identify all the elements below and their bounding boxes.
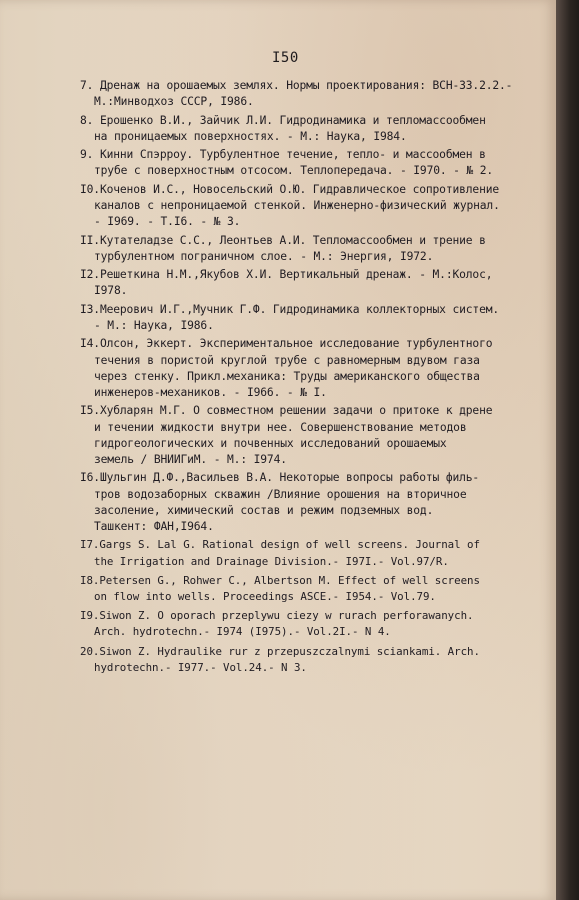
reference-item bbox=[80, 573, 540, 605]
reference-line: 20.Siwon Z. Hydraulike rur z przepuszczalnymi sciankami. Arch. bbox=[80, 644, 480, 658]
reference-item bbox=[80, 113, 540, 145]
reference-line: засоление, химический состав и режим подземных вод. bbox=[94, 503, 434, 517]
reference-line: I4.Олсон, Эккерт. Экспериментальное исследование турбулентного bbox=[80, 337, 493, 351]
reference-line: на проницаемых поверхностях. - М.: Наука, I984. bbox=[94, 129, 407, 143]
reference-item bbox=[80, 336, 540, 401]
reference-line: the Irrigation and Drainage Division.- I97I.- Vol.97/R. bbox=[94, 554, 449, 568]
reference-line: трубе с поверхностным отсосом. Теплопередача. - I970. - № 2. bbox=[94, 164, 494, 178]
reference-item bbox=[80, 147, 540, 179]
reference-line: I6.Шульгин Д.Ф.,Васильев В.А. Некоторые вопросы работы филь- bbox=[80, 471, 480, 485]
reference-line: - М.: Наука, I986. bbox=[94, 318, 214, 332]
reference-line: каналов с непроницаемой стенкой. Инженерно-физический журнал. bbox=[94, 198, 500, 212]
reference-line: I2.Решеткина Н.М.,Якубов Х.И. Вертикальный дренаж. - М.:Колос, bbox=[80, 268, 493, 282]
reference-line: турбулентном пограничном слое. - М.: Энергия, I972. bbox=[94, 249, 434, 263]
reference-line: течения в пористой круглой трубе с равномерным вдувом газа bbox=[94, 353, 480, 367]
reference-item bbox=[80, 267, 540, 299]
reference-item bbox=[80, 470, 540, 535]
reference-line: I5.Хубларян М.Г. О совместном решении задачи о притоке к дрене bbox=[80, 404, 493, 418]
reference-line: I0.Коченов И.С., Новосельский О.Ю. Гидравлическое сопротивление bbox=[80, 182, 500, 196]
reference-item bbox=[80, 403, 540, 468]
reference-line: земель / ВНИИГиМ. - М.: I974. bbox=[94, 452, 287, 466]
reference-item bbox=[80, 78, 540, 110]
reference-item bbox=[80, 537, 540, 569]
reference-line: - I969. - Т.I6. - № 3. bbox=[94, 215, 241, 229]
page-number: I50 bbox=[272, 50, 299, 66]
reference-line: I9.Siwon Z. O oporach przeplywu ciezy w rurach perforawanych. bbox=[80, 609, 474, 623]
reference-line: через стенку. Прикл.механика: Труды американского общества bbox=[94, 369, 480, 383]
reference-line: 7. Дренаж на орошаемых землях. Нормы проектирования: ВСН-33.2.2.- bbox=[80, 79, 513, 92]
reference-line: I7.Gargs S. Lal G. Rational design of well screens. Journal of bbox=[80, 538, 480, 552]
reference-line: 9. Кинни Спэрроу. Турбулентное течение, тепло- и массообмен в bbox=[80, 148, 486, 162]
reference-line: I8.Petersen G., Rohwer C., Albertson M. Effect of well screens bbox=[80, 573, 480, 587]
reference-item bbox=[80, 233, 540, 265]
reference-line: 8. Ерошенко В.И., Зайчик Л.И. Гидродинамика и тепломассообмен bbox=[80, 113, 486, 127]
reference-item bbox=[80, 182, 540, 231]
reference-line: I978. bbox=[94, 284, 128, 298]
reference-item bbox=[80, 608, 540, 640]
reference-item bbox=[80, 644, 540, 676]
reference-line: Arch. hydrotechn.- I974 (I975).- Vol.2I.- N 4. bbox=[94, 625, 391, 639]
reference-item bbox=[80, 302, 540, 334]
reference-line: II.Кутателадзе С.С., Леонтьев А.И. Тепломассообмен и трение в bbox=[80, 233, 486, 247]
page-edge-shadow bbox=[556, 0, 579, 900]
reference-line: инженеров-механиков. - I966. - № I. bbox=[94, 385, 327, 399]
reference-list bbox=[80, 78, 540, 679]
reference-line: Ташкент: ФАН,I964. bbox=[94, 519, 214, 533]
reference-line: и течении жидкости внутри нее. Совершенствование методов bbox=[94, 420, 467, 434]
reference-line: тров водозаборных скважин /Влияние орошения на вторичное bbox=[94, 487, 467, 501]
reference-line: hydrotechn.- I977.- Vol.24.- N 3. bbox=[94, 660, 307, 674]
reference-line: М.:Минводхоз СССР, I986. bbox=[94, 95, 254, 109]
reference-line: on flow into wells. Proceedings ASCE.- I954.- Vol.79. bbox=[94, 589, 436, 603]
reference-line: гидрогеологических и почвенных исследований орошаемых bbox=[94, 436, 447, 450]
reference-line: I3.Меерович И.Г.,Мучник Г.Ф. Гидродинамика коллекторных систем. bbox=[80, 302, 500, 316]
